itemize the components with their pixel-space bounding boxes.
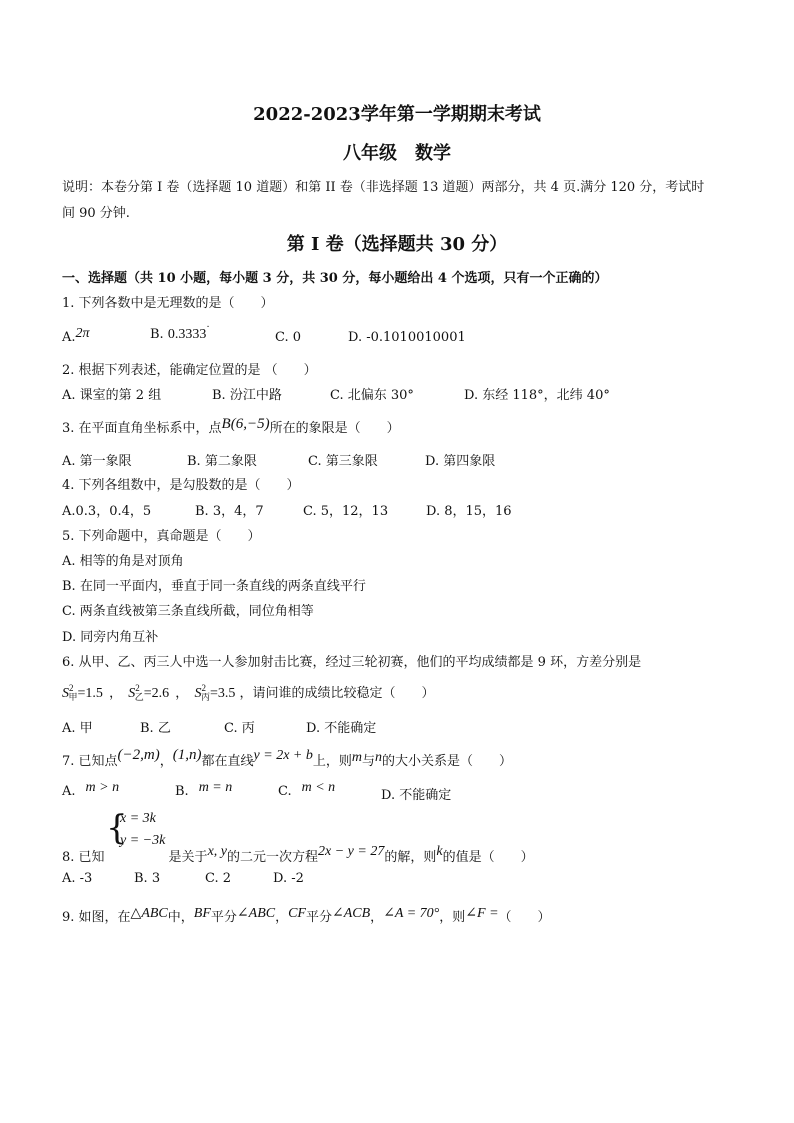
question-1-option-c: C. 0 [275, 330, 302, 345]
exam-title: 2022-2023学年第一学期期末考试 [253, 104, 541, 125]
question-7-stem: 7. 已知点(−2,m)，(1,n)都在直线y = 2x + b上，则m与n的大小关系是（ ） [62, 747, 513, 769]
math-repeating-decimal: 0.3333 [167, 327, 207, 342]
question-7-option-a: A. m > n [62, 780, 120, 799]
question-5-option-b: B. 在同一平面内，垂直于同一条直线的两条直线平行 [62, 579, 366, 594]
question-3-stem: 3. 在平面直角坐标系中，点B(6,−5)所在的象限是（ ） [62, 416, 400, 436]
math-equation: 2x − y = 27 [318, 844, 385, 859]
question-5-option-a: A. 相等的角是对顶角 [62, 554, 184, 569]
question-3-option-d: D. 第四象限 [425, 454, 496, 469]
question-4-option-b: B. 3，4，7 [195, 504, 264, 519]
question-1-stem: 1. 下列各数中是无理数的是（ ） [62, 296, 274, 311]
question-3-option-b: B. 第二象限 [187, 454, 257, 469]
instructions-line-1: 说明：本卷分第 I 卷（选择题 10 道题）和第 II 卷（非选择题 13 道题）两部分，共 4 页.满分 120 分，考试时 [62, 180, 705, 195]
exam-subtitle: 八年级 数学 [343, 143, 451, 164]
section-heading: 一、选择题（共 10 小题，每小题 3 分，共 30 分，每小题给出 4 个选项，只有一个正确的） [62, 271, 608, 286]
question-2-option-c: C. 北偏东 30° [330, 388, 414, 403]
section-title: 第 I 卷（选择题共 30 分） [286, 234, 508, 255]
question-2-option-b: B. 汾江中路 [212, 388, 282, 403]
question-7-option-b: B. m = n [175, 780, 233, 799]
math-point-2: (1,n) [172, 747, 202, 763]
question-5-option-d: D. 同旁内角互补 [62, 630, 159, 645]
equation-system-brace: { [106, 808, 128, 848]
question-6-option-b: B. 乙 [140, 721, 171, 736]
question-9-stem: 9. 如图，在△ABC中，BF平分∠ABC，CF平分∠ACB，∠A = 70°，则∠F =（ ） [62, 906, 551, 925]
equation-system-line-1: x = 3k [120, 811, 156, 826]
math-point-1: (−2,m) [117, 747, 160, 763]
variance-jia: $S^2_甲=1.5$ [62, 683, 103, 702]
question-5-stem: 5. 下列命题中，真命题是（ ） [62, 529, 261, 544]
question-8-option-b: B. 3 [134, 871, 161, 886]
question-4-option-a: A.0.3，0.4，5 [62, 504, 152, 519]
question-6-option-a: A. 甲 [62, 721, 93, 736]
math-line: y = 2x + b [253, 748, 313, 763]
instructions-line-2: 间 90 分钟. [62, 206, 130, 221]
question-5-option-c: C. 两条直线被第三条直线所截，同位角相等 [62, 604, 314, 619]
question-8-option-c: C. 2 [205, 871, 232, 886]
question-8-option-a: A. -3 [62, 871, 93, 886]
question-3-option-a: A. 第一象限 [62, 454, 132, 469]
question-2-option-a: A. 课室的第 2 组 [62, 388, 162, 403]
question-1-option-a: A.2π [62, 326, 90, 345]
question-6-option-c: C. 丙 [224, 721, 255, 736]
question-3-option-c: C. 第三象限 [308, 454, 378, 469]
variance-yi: $S^2_乙=2.6$ [128, 683, 170, 702]
question-4-option-d: D. 8，15，16 [426, 504, 512, 519]
question-8-stem: 8. 已知 是关于x, y的二元一次方程2x − y = 27的解，则k的值是（ ） [62, 844, 534, 865]
question-6-variances: $S^2_甲=1.5$ ， $S^2_乙=2.6$ ， $S^2_丙=3.5$ ，请问谁的成绩比较稳定（ ） [62, 683, 435, 702]
question-6-stem: 6. 从甲、乙、丙三人中选一人参加射击比赛，经过三轮初赛，他们的平均成绩都是 9 环，方差分别是 [62, 655, 642, 670]
question-2-stem: 2. 根据下列表述，能确定位置的是 （ ） [62, 363, 317, 378]
repeating-dot-icon: · [206, 322, 210, 333]
question-7-option-c: C. m < n [278, 780, 336, 799]
equation-system-line-2: y = −3k [120, 833, 166, 848]
question-4-stem: 4. 下列各组数中，是勾股数的是（ ） [62, 478, 300, 493]
math-point-b: B(6,−5) [221, 416, 270, 432]
question-1-option-b: B. 0.3333· [150, 322, 210, 342]
question-8-option-d: D. -2 [273, 871, 304, 886]
question-2-option-d: D. 东经 118°，北纬 40° [464, 388, 610, 403]
variance-bing: $S^2_丙=3.5$ [194, 683, 236, 702]
question-1-option-d: D. -0.1010010001 [348, 330, 466, 345]
question-4-option-c: C. 5，12，13 [303, 504, 389, 519]
question-6-option-d: D. 不能确定 [306, 721, 377, 736]
question-7-option-d: D. 不能确定 [381, 788, 452, 803]
math-2pi: 2π [75, 326, 90, 341]
